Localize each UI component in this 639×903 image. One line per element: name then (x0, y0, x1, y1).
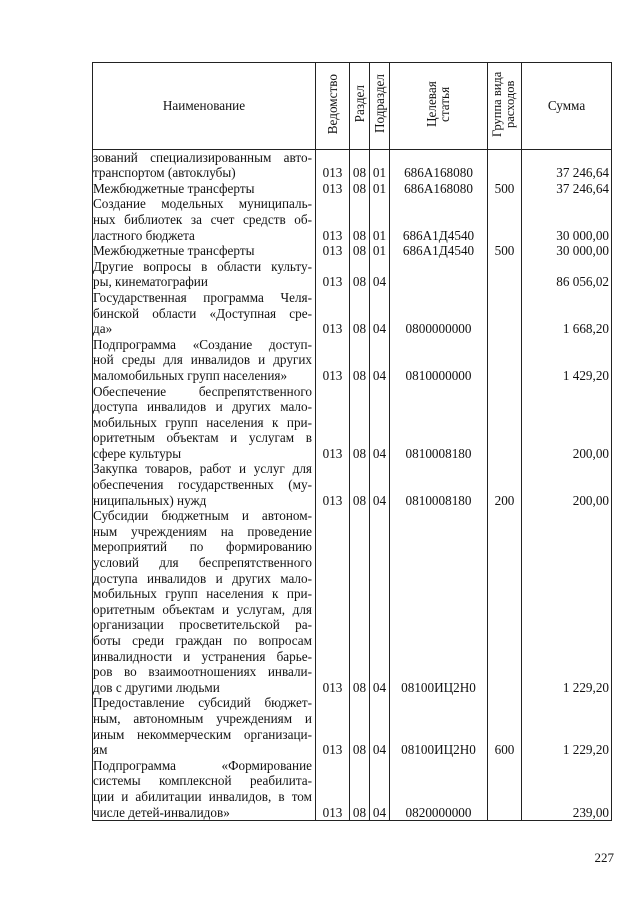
cell-group (488, 508, 522, 695)
cell-podrazdel: 01 (370, 196, 390, 243)
table-row (93, 508, 612, 695)
table-row (93, 758, 612, 821)
name-line: Закупка товаров, работ и услуг для (93, 461, 312, 477)
header-name: Наименование (93, 63, 316, 150)
name-line: ным учреждениям на проведение (93, 523, 312, 539)
cell-group (488, 149, 522, 181)
cell-name (93, 695, 316, 757)
cell-podrazdel: 04 (370, 758, 390, 821)
header-sum: Сумма (522, 63, 612, 150)
cell-razdel: 08 (350, 243, 370, 259)
cell-target: 0810000000 (390, 337, 488, 384)
name-line: дов с другими людьми (93, 679, 220, 695)
cell-podrazdel: 01 (370, 149, 390, 181)
cell-target: 0810008180 (390, 461, 488, 508)
cell-group (488, 758, 522, 821)
name-line: числе детей-инвалидов» (93, 804, 230, 820)
table-row (93, 259, 612, 290)
name-line: ниципальных) нужд (93, 492, 207, 508)
cell-razdel: 08 (350, 196, 370, 243)
cell-name (93, 290, 316, 337)
table-header-row (93, 63, 612, 150)
header-target: Целевая статья (390, 63, 488, 150)
cell-sum: 1 668,20 (522, 290, 612, 337)
cell-name (93, 337, 316, 384)
name-line: ров во взаимоотношениях инвали- (93, 664, 312, 680)
cell-name (93, 181, 316, 197)
cell-sum: 200,00 (522, 461, 612, 508)
page-number: 227 (594, 850, 614, 865)
cell-sum: 239,00 (522, 758, 612, 821)
name-line: транспортом (автоклубы) (93, 165, 236, 181)
cell-ved: 013 (316, 181, 350, 197)
name-line: ры, кинематографии (93, 274, 208, 290)
cell-ved: 013 (316, 337, 350, 384)
cell-razdel: 08 (350, 508, 370, 695)
cell-ved: 013 (316, 290, 350, 337)
cell-group: 500 (488, 243, 522, 259)
cell-target: 0820000000 (390, 758, 488, 821)
header-group: Группа вида расходов (488, 63, 522, 150)
cell-ved: 013 (316, 461, 350, 508)
name-line: Межбюджетные трансферты (93, 180, 255, 196)
name-line: зований специализированным авто- (93, 149, 312, 165)
name-line: да» (93, 321, 113, 337)
table-body (93, 149, 612, 821)
cell-target: 686А168080 (390, 181, 488, 197)
cell-target: 686А168080 (390, 149, 488, 181)
cell-target: 686А1Д4540 (390, 243, 488, 259)
cell-podrazdel: 04 (370, 259, 390, 290)
cell-name (93, 149, 316, 181)
name-line: доступа инвалидов и других мало- (93, 570, 312, 586)
cell-group (488, 196, 522, 243)
table-row (93, 695, 612, 757)
cell-podrazdel: 04 (370, 695, 390, 757)
name-line: ным, автономным учреждениям и (93, 710, 312, 726)
cell-razdel: 08 (350, 758, 370, 821)
cell-sum: 86 056,02 (522, 259, 612, 290)
cell-razdel: 08 (350, 337, 370, 384)
cell-sum: 30 000,00 (522, 196, 612, 243)
cell-ved: 013 (316, 259, 350, 290)
cell-group (488, 384, 522, 462)
name-line: Обеспечение беспрепятственного (93, 383, 312, 399)
name-line: Субсидии бюджетным и автоном- (93, 508, 312, 524)
cell-ved: 013 (316, 508, 350, 695)
budget-table (92, 62, 612, 821)
table-row (93, 290, 612, 337)
name-line: ям (93, 742, 108, 758)
cell-podrazdel: 04 (370, 337, 390, 384)
cell-razdel: 08 (350, 461, 370, 508)
table-row (93, 461, 612, 508)
name-line: условий для беспрепятственного (93, 555, 312, 571)
cell-sum: 1 229,20 (522, 508, 612, 695)
cell-sum: 37 246,64 (522, 149, 612, 181)
cell-target: 08100ИЦ2Н0 (390, 508, 488, 695)
name-line: обеспечения государственных (му- (93, 477, 312, 493)
name-line: Государственная программа Челя- (93, 289, 312, 305)
header-podrazdel: Подраздел (370, 63, 390, 150)
table-row (93, 149, 612, 181)
cell-name (93, 758, 316, 821)
name-line: Предоставление субсидий бюджет- (93, 695, 312, 711)
table-row (93, 243, 612, 259)
cell-razdel: 08 (350, 259, 370, 290)
name-line: системы комплексной реабилита- (93, 773, 312, 789)
cell-target: 0810008180 (390, 384, 488, 462)
cell-podrazdel: 01 (370, 243, 390, 259)
cell-group (488, 337, 522, 384)
name-line: ции и абилитации инвалидов, в том (93, 788, 312, 804)
cell-target (390, 259, 488, 290)
cell-name (93, 508, 316, 695)
name-line: ных библиотек за счет средств об- (93, 211, 312, 227)
cell-name (93, 461, 316, 508)
name-line: сфере культуры (93, 445, 182, 461)
name-line: ластного бюджета (93, 227, 195, 243)
cell-razdel: 08 (350, 695, 370, 757)
cell-podrazdel: 04 (370, 290, 390, 337)
name-line: Подпрограмма «Создание доступ- (93, 336, 312, 352)
budget-table-page (92, 62, 611, 821)
header-razdel: Раздел (350, 63, 370, 150)
table-row (93, 384, 612, 462)
cell-sum: 1 429,20 (522, 337, 612, 384)
cell-name (93, 259, 316, 290)
cell-razdel: 08 (350, 290, 370, 337)
name-line: Межбюджетные трансферты (93, 243, 255, 259)
cell-ved: 013 (316, 243, 350, 259)
table-row (93, 196, 612, 243)
cell-target: 08100ИЦ2Н0 (390, 695, 488, 757)
table-row (93, 337, 612, 384)
cell-ved: 013 (316, 196, 350, 243)
name-line: инвалидности и устранения барье- (93, 648, 312, 664)
cell-group (488, 290, 522, 337)
cell-group: 500 (488, 181, 522, 197)
cell-podrazdel: 04 (370, 508, 390, 695)
name-line: Другие вопросы в области культу- (93, 258, 312, 274)
cell-razdel: 08 (350, 384, 370, 462)
cell-ved: 013 (316, 149, 350, 181)
name-line: Подпрограмма «Формирование (93, 757, 312, 773)
cell-sum: 200,00 (522, 384, 612, 462)
name-line: доступа инвалидов и других мало- (93, 399, 312, 415)
name-line: боты среди граждан по вопросам (93, 633, 312, 648)
cell-podrazdel: 04 (370, 384, 390, 462)
name-line: оритетным объектам и услугам в (93, 430, 312, 446)
cell-ved: 013 (316, 384, 350, 462)
cell-group (488, 259, 522, 290)
name-line: организации просветительской ра- (93, 617, 312, 633)
cell-podrazdel: 01 (370, 181, 390, 197)
cell-razdel: 08 (350, 149, 370, 181)
cell-ved: 013 (316, 758, 350, 821)
name-line: Создание модельных муниципаль- (93, 196, 312, 212)
cell-group: 600 (488, 695, 522, 757)
cell-razdel: 08 (350, 181, 370, 197)
name-line: иным некоммерческим организаци- (93, 726, 312, 742)
name-line: ной среды для инвалидов и других (93, 352, 312, 368)
cell-group: 200 (488, 461, 522, 508)
name-line: маломобильных групп населения» (93, 367, 288, 383)
cell-target: 0800000000 (390, 290, 488, 337)
cell-name (93, 243, 316, 259)
cell-name (93, 196, 316, 243)
cell-name (93, 384, 316, 462)
cell-podrazdel: 04 (370, 461, 390, 508)
table-row (93, 181, 612, 197)
cell-sum: 1 229,20 (522, 695, 612, 757)
name-line: мобильных групп населения к при- (93, 414, 312, 430)
cell-ved: 013 (316, 695, 350, 757)
cell-target: 686А1Д4540 (390, 196, 488, 243)
cell-sum: 30 000,00 (522, 243, 612, 259)
name-line: бинской области «Доступная сре- (93, 305, 312, 321)
cell-sum: 37 246,64 (522, 181, 612, 197)
name-line: мобильных групп населения к при- (93, 586, 312, 602)
header-ved: Ведомство (316, 63, 350, 150)
name-line: мероприятий по формированию (93, 539, 312, 555)
name-line: оритетным объектам и услугам, для (93, 601, 312, 617)
